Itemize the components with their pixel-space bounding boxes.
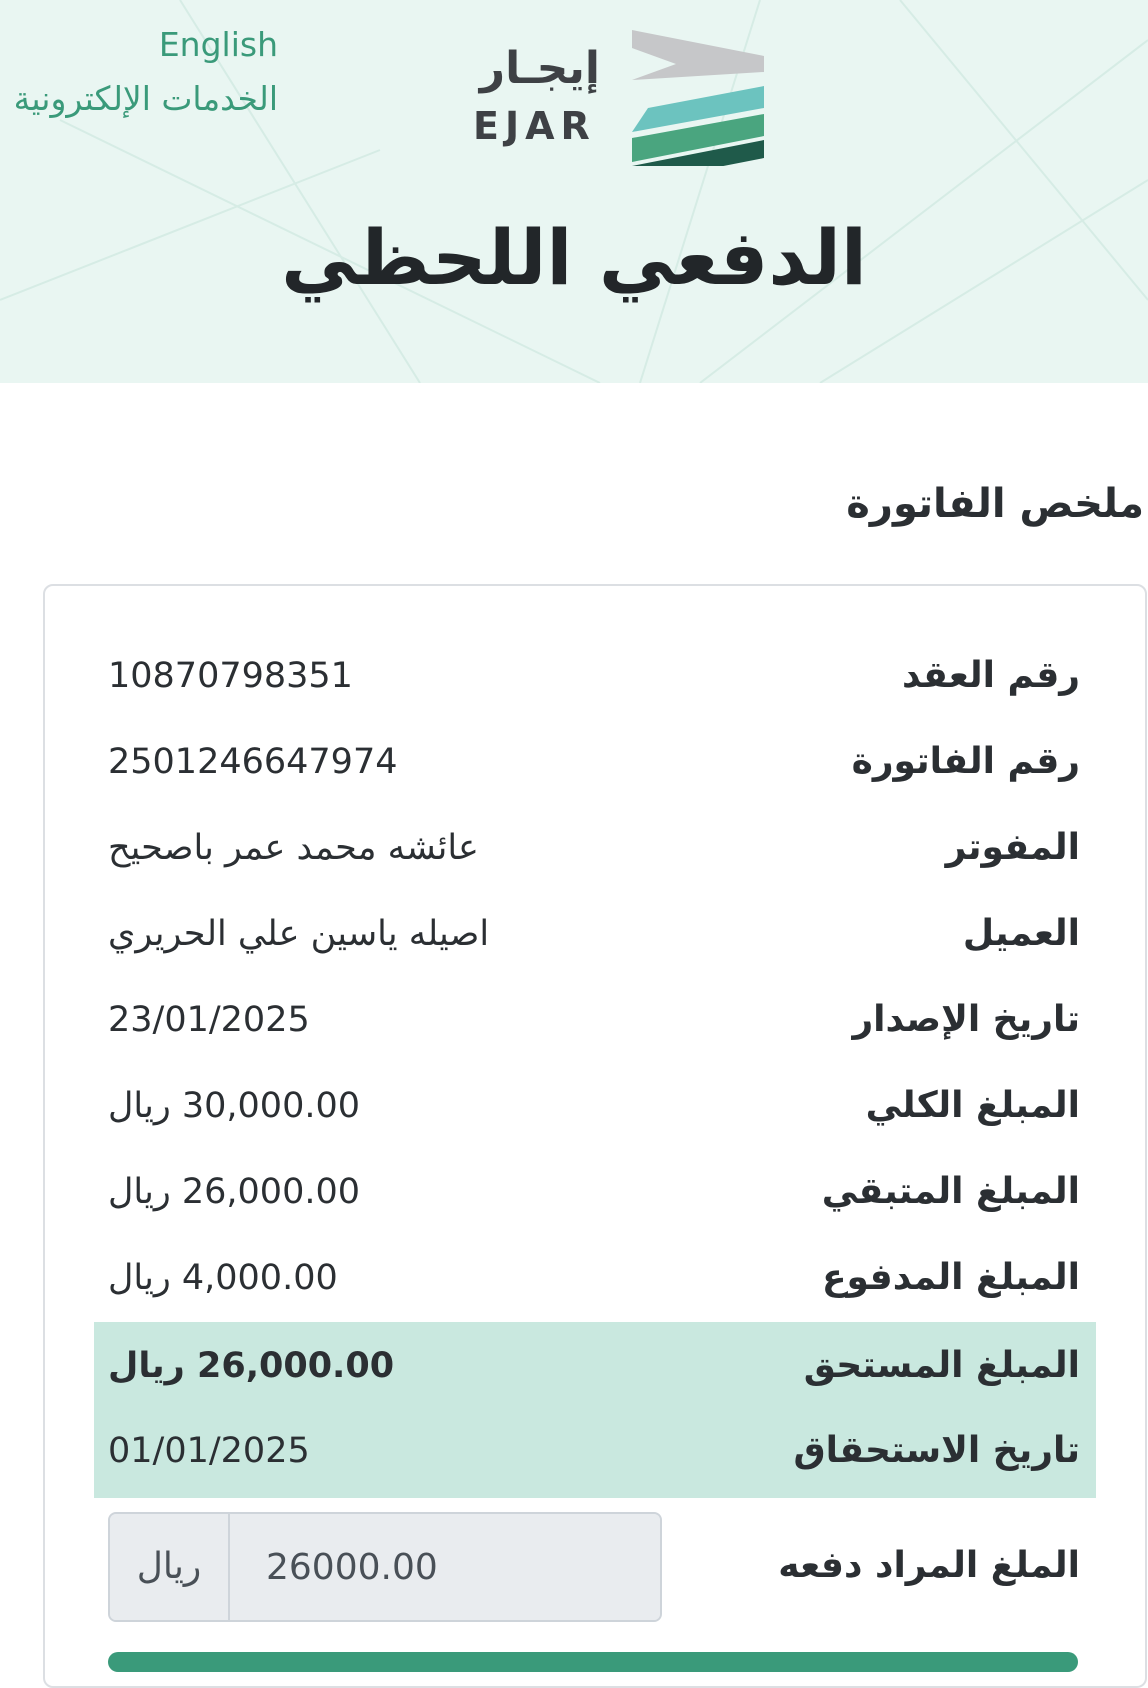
row-label: تاريخ الإصدار <box>852 999 1080 1040</box>
row-value: 26,000.00 ريال <box>108 1346 395 1386</box>
row-value: 01/01/2025 <box>108 1431 310 1471</box>
language-links <box>0 18 278 126</box>
row-label: رقم العقد <box>902 655 1080 696</box>
row-remaining-amount <box>94 1149 1096 1235</box>
row-label: رقم الفاتورة <box>851 741 1080 782</box>
row-value: 23/01/2025 <box>108 1000 310 1040</box>
row-label: المبلغ المتبقي <box>821 1171 1080 1212</box>
row-label: تاريخ الاستحقاق <box>793 1430 1080 1471</box>
row-value: 4,000.00 ريال <box>108 1258 338 1298</box>
logo-mark-icon <box>620 26 770 166</box>
row-due-amount <box>94 1322 1096 1410</box>
row-invoice-number <box>94 719 1096 805</box>
row-paid-amount <box>94 1235 1096 1321</box>
amount-to-pay-input[interactable] <box>230 1514 660 1620</box>
row-value: 26,000.00 ريال <box>108 1172 361 1212</box>
invoice-summary-title: ملخص الفاتورة <box>846 481 1144 527</box>
row-label: المبلغ المدفوع <box>821 1257 1080 1298</box>
english-link[interactable]: English <box>158 25 278 64</box>
amount-to-pay-row <box>94 1508 1096 1624</box>
row-total-amount <box>94 1063 1096 1149</box>
row-label: المفوتر <box>945 827 1080 868</box>
row-value: عائشه محمد عمر باصحيح <box>108 828 479 868</box>
row-value: 10870798351 <box>108 656 353 696</box>
row-label: العميل <box>962 913 1080 954</box>
row-issue-date <box>94 977 1096 1063</box>
ejar-logo <box>470 26 770 166</box>
row-value: 2501246647974 <box>108 742 398 782</box>
pay-button[interactable] <box>108 1652 1078 1672</box>
page-title: الدفعي اللحظي <box>281 213 867 302</box>
row-contract-number <box>94 633 1096 719</box>
amount-input-group <box>108 1512 662 1622</box>
row-value: اصيله ياسين علي الحريري <box>108 914 490 954</box>
logo-english-text: EJAR <box>473 104 596 148</box>
row-label: المبلغ المستحق <box>803 1345 1080 1386</box>
currency-addon: ريال <box>110 1514 230 1620</box>
e-services-link[interactable]: الخدمات الإلكترونية <box>13 79 278 118</box>
logo-arabic-text: إيجـار <box>479 43 600 94</box>
row-value: 30,000.00 ريال <box>108 1086 361 1126</box>
page-header <box>0 0 1148 383</box>
row-customer <box>94 891 1096 977</box>
amount-to-pay-label: الملغ المراد دفعه <box>778 1545 1080 1586</box>
row-label: المبلغ الكلي <box>865 1085 1080 1126</box>
row-biller <box>94 805 1096 891</box>
row-due-date <box>94 1410 1096 1498</box>
